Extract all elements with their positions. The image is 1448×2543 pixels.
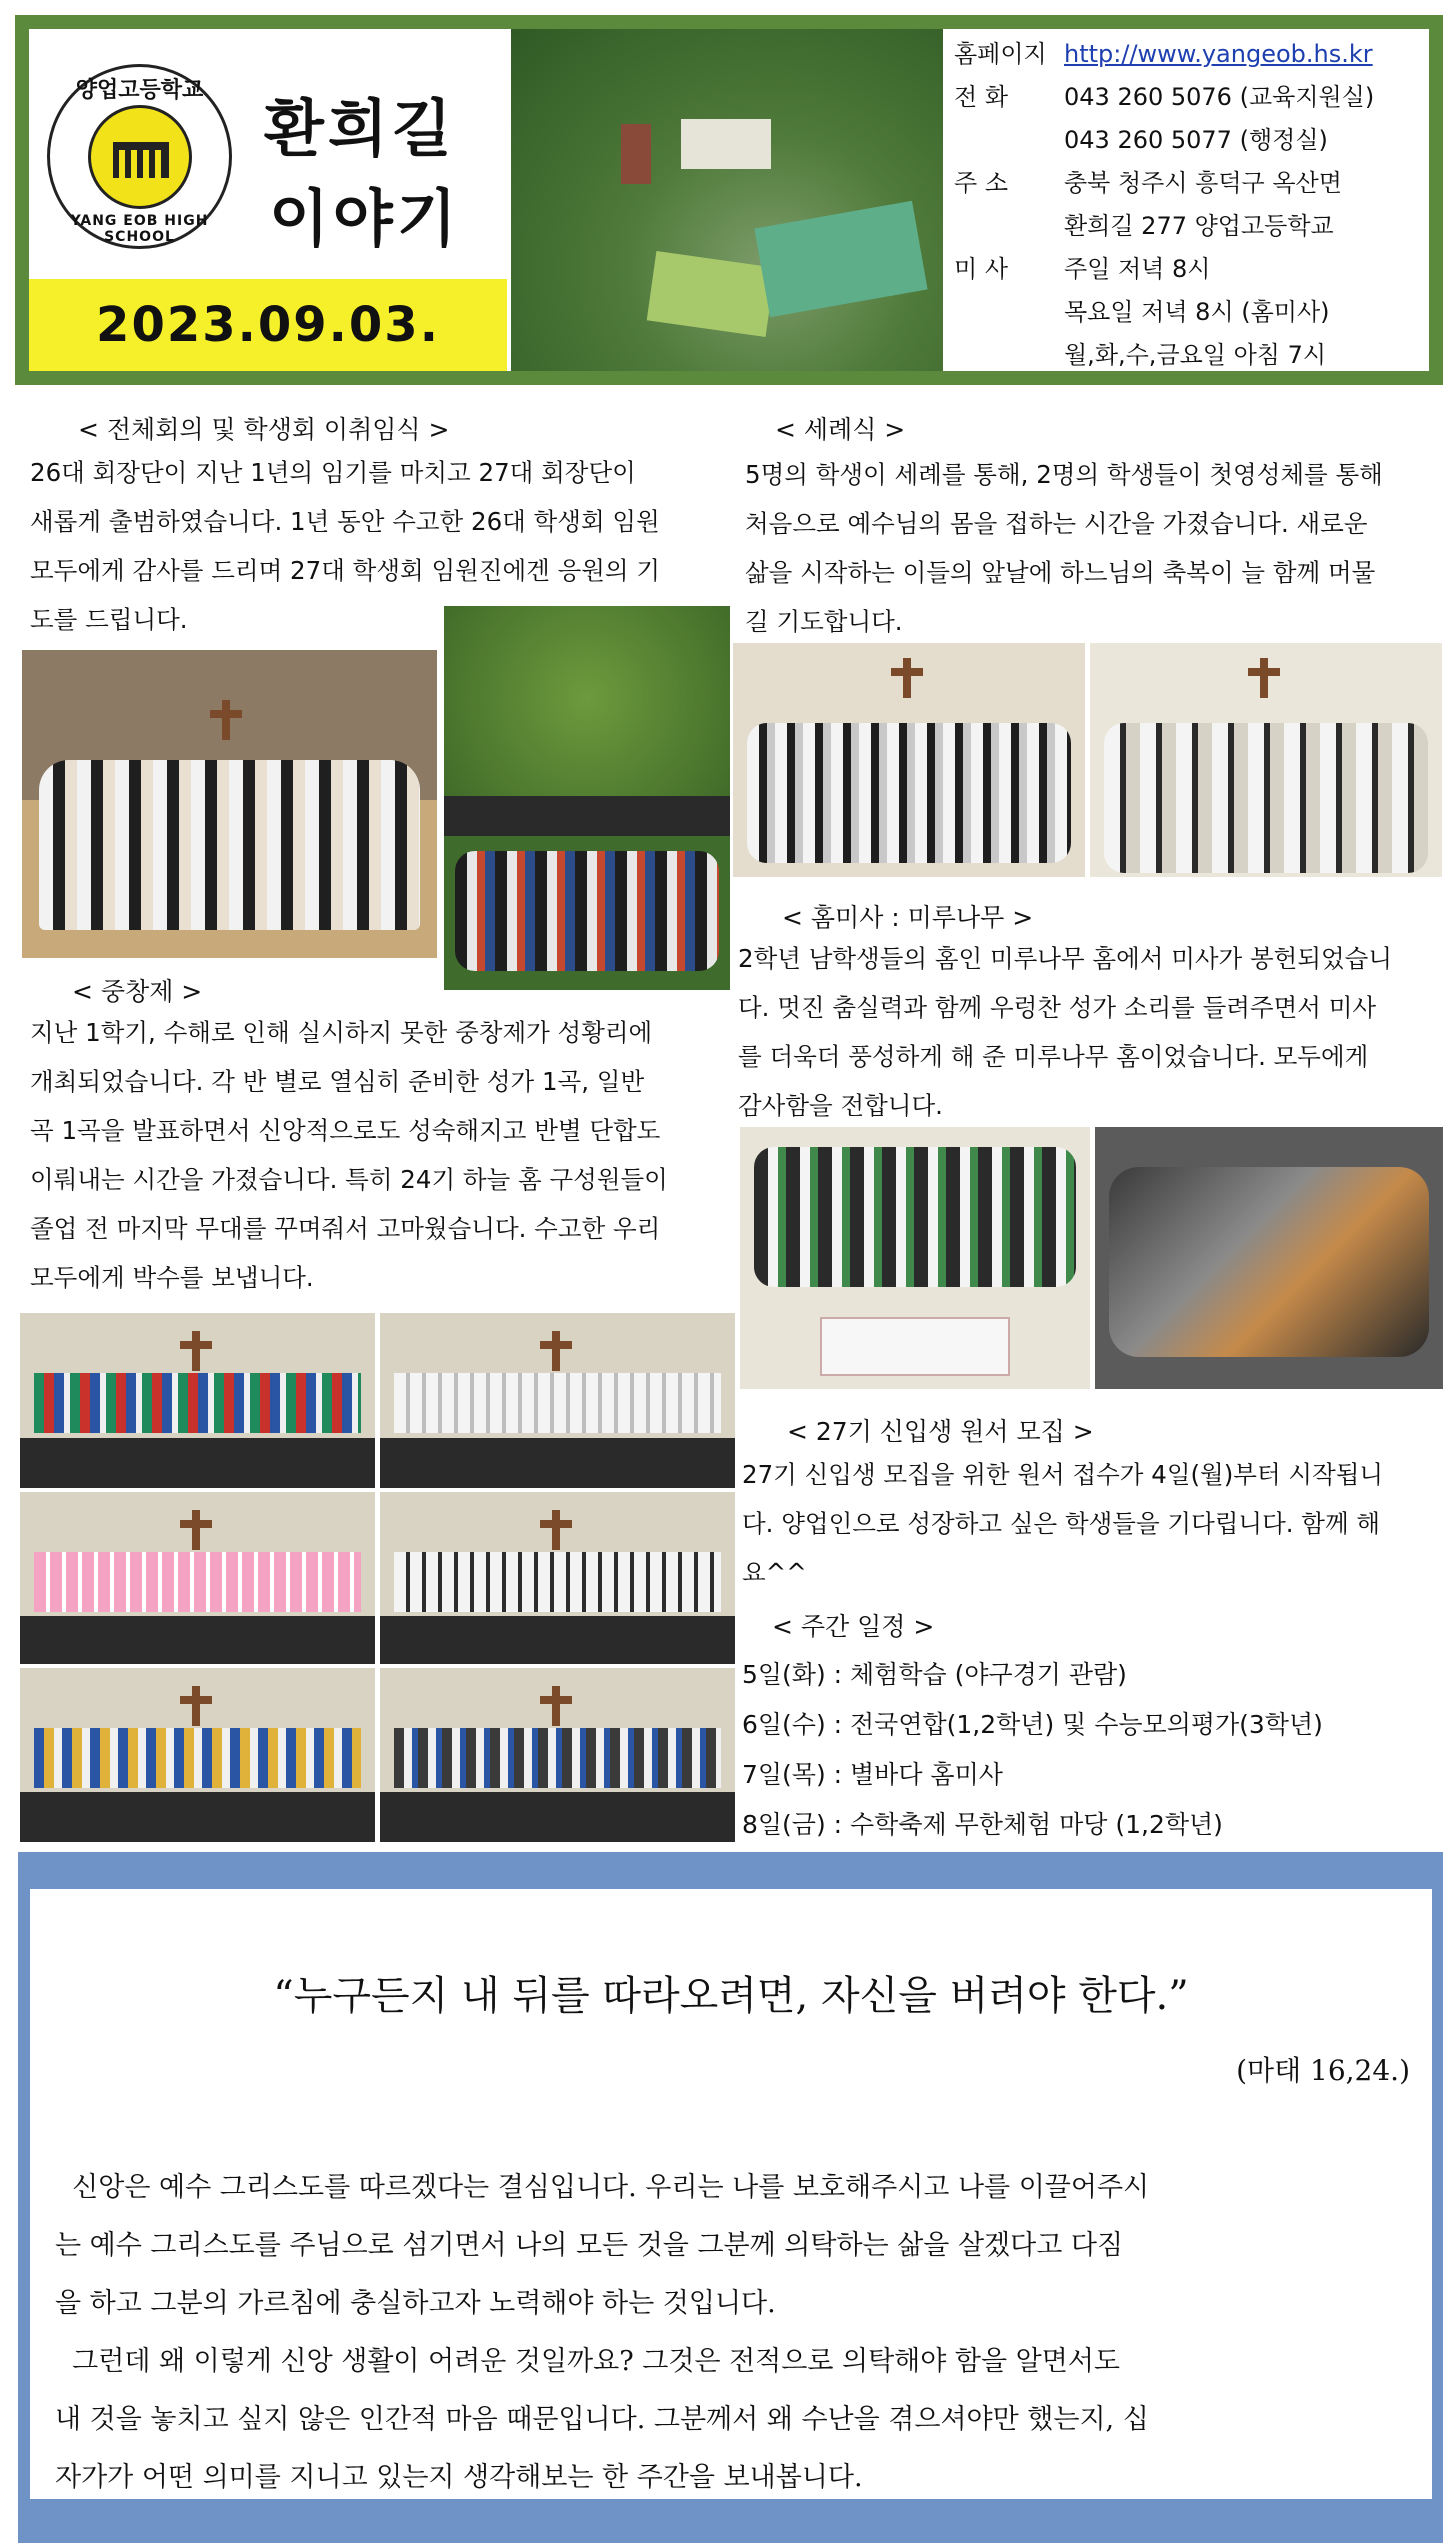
choir-photo-2 (380, 1313, 735, 1488)
text-line: 감사함을 전합니다. (738, 1091, 943, 1120)
schedule-heading: < 주간 일정 > (772, 1612, 935, 1641)
weekly-quote-panel (18, 1852, 1443, 2543)
contact-info (954, 33, 1424, 373)
photo-audience (380, 1616, 735, 1664)
council-heading: < 전체회의 및 학생회 이취임식 > (78, 415, 450, 444)
photo-church (621, 124, 651, 184)
baptism-priest-photo (1090, 643, 1442, 877)
text-line: 요^^ (742, 1558, 807, 1587)
cross-icon (903, 658, 911, 698)
schedule-item: 5일(화) : 체험학습 (야구경기 관람) (742, 1660, 1127, 1689)
photo-students (747, 723, 1071, 863)
photo-audience (380, 1438, 735, 1488)
text-line: 새롭게 출범하였습니다. 1년 동안 수고한 26대 학생회 임원 (30, 507, 660, 536)
home-mass-group-photo (740, 1127, 1090, 1389)
contact-label: 미 사 (954, 255, 1008, 283)
reflection-text (55, 2159, 1410, 2507)
seal-top-text: 양업고등학교 (75, 78, 204, 103)
weekly-schedule (742, 1650, 1432, 1850)
contact-value: 주일 저녁 8시 (1064, 255, 1211, 283)
photo-audience (380, 1792, 735, 1842)
quote-box (30, 1889, 1432, 2499)
date-banner (29, 279, 507, 371)
text-line: 다. 멋진 춤실력과 함께 우렁찬 성가 소리를 들려주면서 미사 (738, 993, 1377, 1022)
photo-lawn (647, 251, 776, 337)
text-line: 을 하고 그분의 가르침에 충실하고자 노력해야 하는 것입니다. (55, 2288, 776, 2319)
campus-aerial-photo (511, 29, 943, 371)
text-line: 다. 양업인으로 성장하고 싶은 학생들을 기다립니다. 함께 해 (742, 1509, 1381, 1538)
contact-row (954, 76, 1424, 119)
schedule-item: 8일(금) : 수학축제 무한체험 마당 (1,2학년) (742, 1810, 1223, 1839)
photo-guitarist (1109, 1167, 1429, 1357)
baptism-group-photo (733, 643, 1085, 877)
cross-icon (222, 700, 230, 740)
newsletter-title-line2: 이야기 (269, 182, 461, 255)
homepage-link[interactable]: http://www.yangeob.hs.kr (1064, 40, 1373, 68)
cross-icon (192, 1686, 200, 1726)
cross-icon (552, 1331, 560, 1371)
baptism-text (745, 450, 1430, 646)
text-line: 길 기도합니다. (745, 607, 903, 636)
home-mass-text (738, 934, 1430, 1130)
text-line: 2학년 남학생들의 홈인 미루나무 홈에서 미사가 봉헌되었습니 (738, 944, 1392, 973)
photo-roof (754, 201, 927, 317)
choir-photo-3 (20, 1492, 375, 1664)
contact-value: 충북 청주시 흥덕구 옥산면 (1064, 169, 1342, 197)
photo-audience (20, 1792, 375, 1842)
photo-students (394, 1552, 721, 1612)
text-line: 자가가 어떤 의미를 지니고 있는지 생각해보는 한 주간을 보내봅니다. (55, 2462, 863, 2493)
contact-row (954, 291, 1424, 334)
contact-value: 043 260 5077 (행정실) (1064, 126, 1328, 154)
photo-students (34, 1728, 361, 1788)
cross-icon (552, 1686, 560, 1726)
text-line: 이뤄내는 시간을 가졌습니다. 특히 24기 하늘 홈 구성원들이 (30, 1165, 668, 1194)
photo-audience (20, 1438, 375, 1488)
photo-students (394, 1373, 721, 1433)
text-line: 5명의 학생이 세례를 통해, 2명의 학생들이 첫영성체를 통해 (745, 460, 1383, 489)
seal-bottom-text: YANG EOB HIGH SCHOOL (70, 213, 209, 245)
photo-audience (20, 1616, 375, 1664)
schedule-item: 6일(수) : 전국연합(1,2학년) 및 수능모의평가(3학년) (742, 1710, 1323, 1739)
contact-value: 목요일 저녁 8시 (홈미사) (1064, 298, 1330, 326)
contact-label: 홈페이지 (954, 40, 1047, 68)
title-block (29, 29, 507, 274)
text-line: 모두에게 감사를 드리며 27대 학생회 임원진에겐 응원의 기 (30, 556, 661, 585)
text-line: 지난 1학기, 수해로 인해 실시하지 못한 중창제가 성황리에 (30, 1018, 653, 1047)
contact-value: 환희길 277 양업고등학교 (1064, 212, 1334, 240)
ivy-building-photo (444, 606, 730, 990)
bible-quote: “누구든지 내 뒤를 따라오려면, 자신을 버려야 한다.” (273, 1973, 1189, 2019)
choir-photo-1 (20, 1313, 375, 1488)
contact-row (954, 205, 1424, 248)
contact-row (954, 334, 1424, 377)
photo-students (39, 760, 421, 930)
photo-students (1104, 723, 1428, 873)
building-icon (113, 142, 169, 178)
photo-entrance (444, 796, 730, 836)
text-line: 26대 회장단이 지난 1년의 임기를 마치고 27대 회장단이 (30, 458, 636, 487)
contact-value: 월,화,수,금요일 아침 7시 (1064, 341, 1327, 369)
photo-students (455, 851, 718, 971)
text-line: 27기 신입생 모집을 위한 원서 접수가 4일(월)부터 시작됩니 (742, 1460, 1384, 1489)
photo-students (34, 1373, 361, 1433)
photo-building (681, 119, 771, 169)
text-line: 졸업 전 마지막 무대를 꾸며줘서 고마웠습니다. 수고한 우리 (30, 1214, 661, 1243)
text-line: 내 것을 놓치고 싶지 않은 인간적 마음 때문입니다. 그분께서 왜 수난을 겪으셔야만 했는지, 십 (55, 2404, 1149, 2435)
photo-altar (820, 1317, 1010, 1376)
text-line: 처음으로 예수님의 몸을 접하는 시간을 가졌습니다. 새로운 (745, 509, 1368, 538)
cross-icon (192, 1331, 200, 1371)
issue-date: 2023.09.03. (96, 297, 440, 353)
text-line: 그런데 왜 이렇게 신앙 생활이 어려운 것일까요? 그것은 전적으로 의탁해야 함을 알면서도 (55, 2346, 1120, 2377)
choir-photo-5 (20, 1668, 375, 1842)
cross-icon (552, 1510, 560, 1550)
text-line: 신앙은 예수 그리스도를 따르겠다는 결심입니다. 우리는 나를 보호해주시고 나를 이끌어주시 (55, 2172, 1150, 2203)
admission-heading: < 27기 신입생 원서 모집 > (787, 1417, 1094, 1446)
contact-row (954, 162, 1424, 205)
choir-text (30, 1008, 712, 1302)
text-line: 도를 드립니다. (30, 605, 188, 634)
schedule-item: 7일(목) : 별바다 홈미사 (742, 1760, 1003, 1789)
choir-heading: < 중창제 > (72, 977, 203, 1006)
contact-value: 043 260 5076 (교육지원실) (1064, 83, 1375, 111)
contact-row (954, 119, 1424, 162)
school-seal-logo (47, 64, 232, 249)
contact-row (954, 248, 1424, 291)
text-line: 는 예수 그리스도를 주님으로 섬기면서 나의 모든 것을 그분께 의탁하는 삶을 살겠다고 다짐 (55, 2230, 1124, 2261)
home-mass-guitar-photo (1095, 1127, 1443, 1389)
text-line: 를 더욱더 풍성하게 해 준 미루나무 홈이었습니다. 모두에게 (738, 1042, 1369, 1071)
home-mass-heading: < 홈미사 : 미루나무 > (782, 903, 1034, 932)
baptism-heading: < 세례식 > (775, 415, 906, 444)
newsletter-title-line1: 환희길 (264, 92, 456, 165)
text-line: 삶을 시작하는 이들의 앞날에 하느님의 축복이 늘 함께 머물 (745, 558, 1376, 587)
cross-icon (192, 1510, 200, 1550)
text-line: 곡 1곡을 발표하면서 신앙적으로도 성숙해지고 반별 단합도 (30, 1116, 661, 1145)
council-group-photo (22, 650, 437, 958)
admission-text (742, 1450, 1430, 1597)
contact-row (954, 33, 1424, 76)
contact-label: 주 소 (954, 169, 1008, 197)
text-line: 개최되었습니다. 각 반 별로 열심히 준비한 성가 1곡, 일반 (30, 1067, 645, 1096)
choir-photo-4 (380, 1492, 735, 1664)
bible-reference: (마태 16,24.) (1236, 2054, 1410, 2087)
choir-photo-6 (380, 1668, 735, 1842)
photo-students (34, 1552, 361, 1612)
cross-icon (1260, 658, 1268, 698)
photo-students (754, 1147, 1076, 1287)
contact-label: 전 화 (954, 83, 1008, 111)
photo-students (394, 1728, 721, 1788)
text-line: 모두에게 박수를 보냅니다. (30, 1263, 314, 1292)
seal-emblem (88, 105, 192, 209)
newsletter-header (15, 15, 1443, 385)
